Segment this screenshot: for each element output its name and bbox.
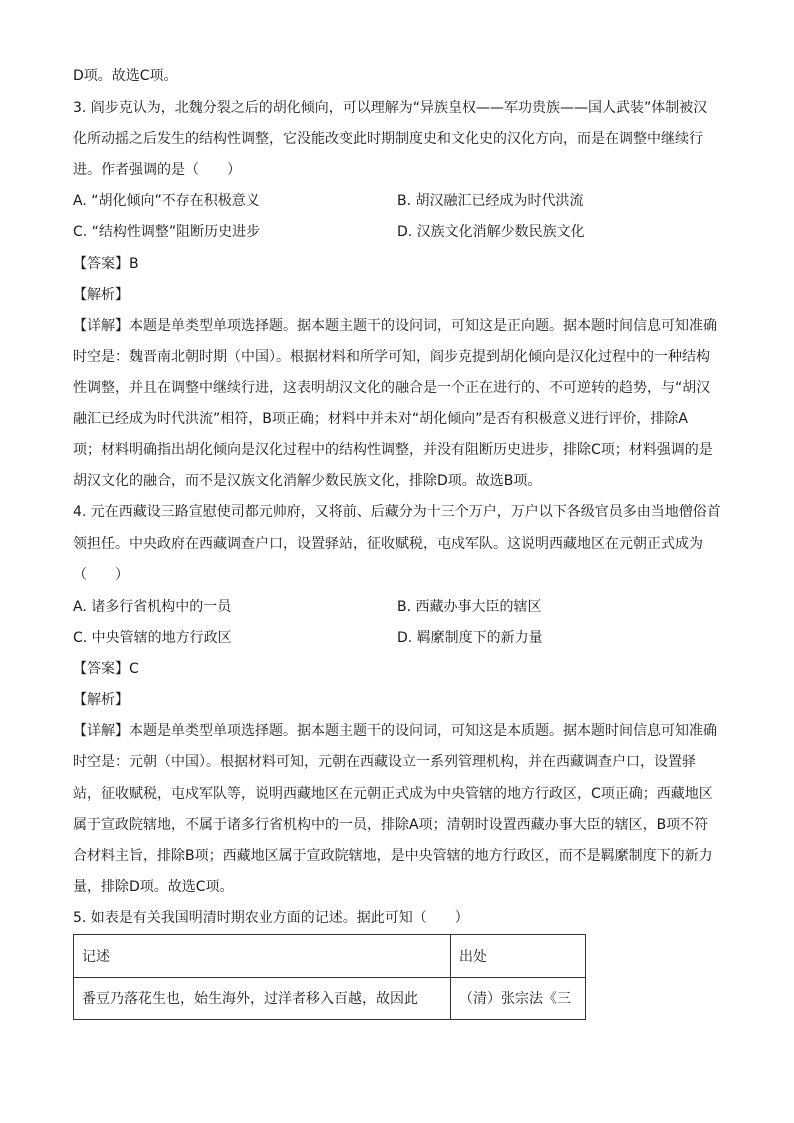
answer-label: 【答案】B [73,256,139,272]
text-line: 进。作者强调的是（ ） [73,162,241,178]
q4-option-b: B. 西藏办事大臣的辖区 [397,599,542,615]
table-header-row [74,935,586,978]
q4-option-a: A. 诸多行省机构中的一员 [73,599,232,615]
explanation-line: 站，征收赋税，屯戍军队等，说明西藏地区在元朝正式成为中央管辖的地方行政区，C项正确；西藏地区 [73,786,713,802]
explanation-line: 胡汉文化的融合，而不是汉族文化消解少数民族文化，排除D项。故选B项。 [73,473,542,489]
table-row [74,977,586,1020]
explanation-line: 合材料主旨，排除B项；西藏地区属于宣政院辖地，是中央管辖的地方行政区，而不是羁縻制度下的新力 [73,848,713,864]
q3-option-c: C. “结构性调整”阻断历史进步 [73,224,261,240]
explanation-line: 【详解】本题是单类型单项选择题。据本题主题干的设问词，可知这是本质题。据本题时间信息可知准确 [73,723,717,739]
question-3-stem: 3. 阎步克认为，北魏分裂之后的胡化倾向，可以理解为“异族皇权——军功贵族——国人武装”体制被汉 [73,100,708,116]
q4-option-d: D. 羁縻制度下的新力量 [397,630,543,646]
q3-option-a: A. “胡化倾向”不存在积极意义 [73,193,260,209]
q3-option-d: D. 汉族文化消解少数民族文化 [397,224,585,240]
answer-label: 【答案】C [73,661,139,677]
table-cell: 番豆乃落花生也，始生海外，过洋者移入百越，故因此 [74,977,451,1020]
explanation-line: 属于宣政院辖地，不属于诸多行省机构中的一员，排除A项；清朝时设置西藏办事大臣的辖区，B项不符 [73,817,709,833]
q3-option-b: B. 胡汉融汇已经成为时代洪流 [397,193,584,209]
analysis-label: 【解析】 [73,692,129,708]
question-5-stem: 5. 如表是有关我国明清时期农业方面的记述。据此可知（ ） [73,910,469,926]
table-header-cell: 出处 [451,935,586,978]
explanation-line: 【详解】本题是单类型单项选择题。据本题主题干的设问词，可知这是正向题。据本题时间信息可知准确 [73,318,717,334]
question-4-stem: 4. 元在西藏设三路宣慰使司都元帅府，又将前、后藏分为十三个万户，万户以下各级官员多由当地僧俗首 [73,504,721,520]
text-line: 化所动摇之后发生的结构性调整，它没能改变此时期制度史和文化史的汉化方向，而是在调整中继续行 [73,131,703,147]
text-line: 领担任。中央政府在西藏调查户口，设置驿站，征收赋税，屯戍军队。这说明西藏地区在元朝正式成为 [73,536,703,552]
explanation-line: 时空是：元朝（中国）。根据材料可知，元朝在西藏设立一系列管理机构，并在西藏调查户口，设置驿 [73,754,696,770]
records-table [73,934,586,1020]
analysis-label: 【解析】 [73,287,129,303]
explanation-line: 项；材料明确指出胡化倾向是汉化过程中的结构性调整，并没有阻断历史进步，排除C项；材料强调的是 [73,442,713,458]
explanation-line: 融汇已经成为时代洪流”相符，B项正确；材料中并未对“胡化倾向”是否有积极意义进行评价，排除A [73,411,688,427]
text-line: （ ） [73,567,129,583]
table-header-cell: 记述 [74,935,451,978]
q4-option-c: C. 中央管辖的地方行政区 [73,630,232,646]
table-cell: （清）张宗法《三 [451,977,586,1020]
explanation-line: 时空是：魏晋南北朝时期（中国）。根据材料和所学可知，阎步克提到胡化倾向是汉化过程中的一种结构 [73,349,710,365]
explanation-line: 性调整，并且在调整中继续行进，这表明胡汉文化的融合是一个正在进行的、不可逆转的趋势，与“胡汉 [73,380,711,396]
text-line: D项。故选C项。 [73,68,178,84]
explanation-line: 量，排除D项。故选C项。 [73,879,234,895]
